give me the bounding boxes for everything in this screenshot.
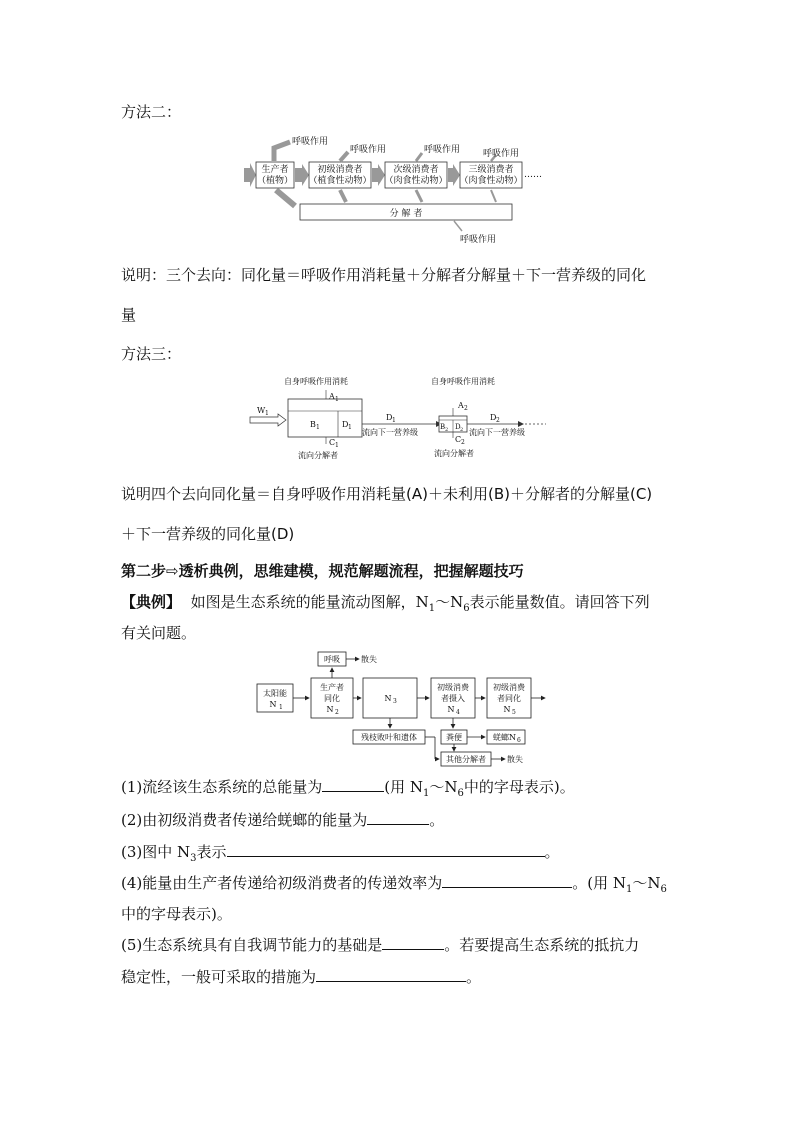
answer-blank-4[interactable] xyxy=(442,873,572,888)
svg-text:2: 2 xyxy=(496,417,500,424)
method2-heading: 方法二： xyxy=(121,103,182,121)
example-diagram xyxy=(255,648,575,770)
svg-text:C: C xyxy=(455,435,462,444)
svg-text:2: 2 xyxy=(464,405,468,412)
svg-text:（肉食性动物）: （肉食性动物） xyxy=(459,176,523,186)
svg-text:2: 2 xyxy=(335,709,339,716)
self-resp-label-1: 自身呼吸作用消耗 xyxy=(284,377,348,386)
other-decomposer-box: 其他分解者 xyxy=(446,755,486,764)
svg-text:1: 1 xyxy=(392,417,396,424)
question-1: (1)流经该生态系统的总能量为 (用 $N_1\sim N_6$中的字母表示)。 xyxy=(121,778,575,799)
svg-text:1: 1 xyxy=(335,442,339,449)
tertiary-consumer-box: 三级消费者 xyxy=(468,165,514,175)
ellipsis: …… xyxy=(524,170,542,180)
svg-text:D: D xyxy=(490,413,497,422)
example-line2: 有关问题。 xyxy=(121,624,197,642)
svg-text:2: 2 xyxy=(460,427,464,433)
flow-next-label-2: 流向下一营养级 xyxy=(469,428,525,437)
self-resp-label-2: 自身呼吸作用消耗 xyxy=(431,377,495,386)
example-line1: 【典例】 如图是生态系统的能量流动图解，$N_1\sim N_6$表示能量数值。请回答下列 xyxy=(121,593,650,614)
svg-text:5: 5 xyxy=(512,709,516,716)
answer-blank-5[interactable] xyxy=(382,935,444,950)
svg-text:同化: 同化 xyxy=(324,694,340,703)
svg-text:N: N xyxy=(447,705,455,714)
svg-text:1: 1 xyxy=(279,704,283,711)
svg-text:者同化: 者同化 xyxy=(497,694,521,703)
litter-box: 残枝败叶和遗体 xyxy=(361,733,417,742)
svg-text:（肉食性动物）: （肉食性动物） xyxy=(384,176,448,186)
question-4-line2: 中的字母表示)。 xyxy=(121,905,232,923)
svg-text:D: D xyxy=(455,423,461,431)
resp-box: 呼吸 xyxy=(324,655,340,664)
primary-assim-box: 初级消费 xyxy=(493,683,525,692)
svg-text:B: B xyxy=(310,420,316,429)
producer-box: 生产者 xyxy=(261,165,289,175)
method2-diagram xyxy=(240,130,540,250)
flow-next-label-1: 流向下一营养级 xyxy=(362,428,418,437)
question-2: (2)由初级消费者传递给蜣螂的能量为 。 xyxy=(121,811,445,829)
svg-text:N: N xyxy=(503,705,511,714)
answer-blank-1[interactable] xyxy=(322,777,384,792)
secondary-consumer-box: 次级消费者 xyxy=(393,165,439,175)
feces-box: 粪便 xyxy=(446,733,462,742)
beetle-box: 蜣螂N xyxy=(493,733,516,742)
svg-text:6: 6 xyxy=(517,737,521,744)
svg-text:C: C xyxy=(329,438,336,447)
svg-text:1: 1 xyxy=(348,424,352,431)
resp-label-1: 呼吸作用 xyxy=(292,137,329,147)
svg-text:A: A xyxy=(458,401,464,410)
example-tag: 【典例】 xyxy=(121,593,182,611)
svg-text:2: 2 xyxy=(445,427,449,433)
dissipate-label-1: 散失 xyxy=(361,655,377,664)
primary-intake-box: 初级消费 xyxy=(437,683,469,692)
svg-text:A: A xyxy=(329,392,335,401)
resp-label-4: 呼吸作用 xyxy=(483,149,520,159)
decomposer-box: 分 解 者 xyxy=(389,209,423,219)
svg-text:D: D xyxy=(342,420,349,429)
primary-consumer-box: 初级消费者 xyxy=(317,165,363,175)
resp-label-5: 呼吸作用 xyxy=(460,235,497,245)
svg-text:W: W xyxy=(257,406,266,415)
question-5-line2: 稳定性，一般可采取的措施为 。 xyxy=(121,968,482,986)
question-5: (5)生态系统具有自我调节能力的基础是 。若要提高生态系统的抵抗力 xyxy=(121,936,640,954)
svg-text:1: 1 xyxy=(265,410,269,417)
question-3: (3)图中 $N_3$表示 。 xyxy=(121,843,560,864)
resp-label-3: 呼吸作用 xyxy=(424,145,461,155)
step2-title: 第二步⇨透析典例，思维建模，规范解题流程，把握解题技巧 xyxy=(121,562,524,580)
svg-text:N: N xyxy=(326,705,334,714)
svg-text:者摄入: 者摄入 xyxy=(441,694,465,703)
svg-text:（植物）: （植物） xyxy=(256,176,294,186)
flow-decomp-label-2: 流向分解者 xyxy=(434,449,474,458)
resp-label-2: 呼吸作用 xyxy=(350,145,387,155)
svg-text:B: B xyxy=(440,423,446,431)
flow-decomp-label-1: 流向分解者 xyxy=(298,451,338,460)
svg-text:1: 1 xyxy=(316,424,320,431)
producer-assim-box: 生产者 xyxy=(320,683,344,692)
n3-box: N xyxy=(384,694,392,703)
method2-note-line2: 量 xyxy=(121,306,137,324)
method3-diagram xyxy=(250,372,550,464)
svg-text:2: 2 xyxy=(461,439,465,446)
answer-blank-2[interactable] xyxy=(367,810,429,825)
answer-blank-3[interactable] xyxy=(227,842,545,857)
svg-text:1: 1 xyxy=(335,396,339,403)
double-arrow-icon: ⇨ xyxy=(166,562,179,580)
method2-note-line1: 说明：三个去向：同化量＝呼吸作用消耗量＋分解者分解量＋下一营养级的同化 xyxy=(121,266,647,284)
svg-text:D: D xyxy=(386,413,393,422)
svg-text:N: N xyxy=(269,700,277,709)
svg-text:（植食性动物）: （植食性动物） xyxy=(308,176,372,186)
svg-text:3: 3 xyxy=(393,698,397,705)
svg-text:4: 4 xyxy=(456,709,460,716)
dissipate-label-2: 散失 xyxy=(507,755,523,764)
method3-heading: 方法三： xyxy=(121,345,182,363)
method3-note-line1: 说明四个去向同化量＝自身呼吸作用消耗量(A)＋未利用(B)＋分解者的分解量(C) xyxy=(121,485,653,503)
question-4: (4)能量由生产者传递给初级消费者的传递效率为 。(用 $N_1\sim N_6$ xyxy=(121,874,667,895)
answer-blank-6[interactable] xyxy=(316,967,466,982)
method3-note-line2: ＋下一营养级的同化量(D) xyxy=(121,525,295,543)
sun-box: 太阳能 xyxy=(263,689,287,698)
